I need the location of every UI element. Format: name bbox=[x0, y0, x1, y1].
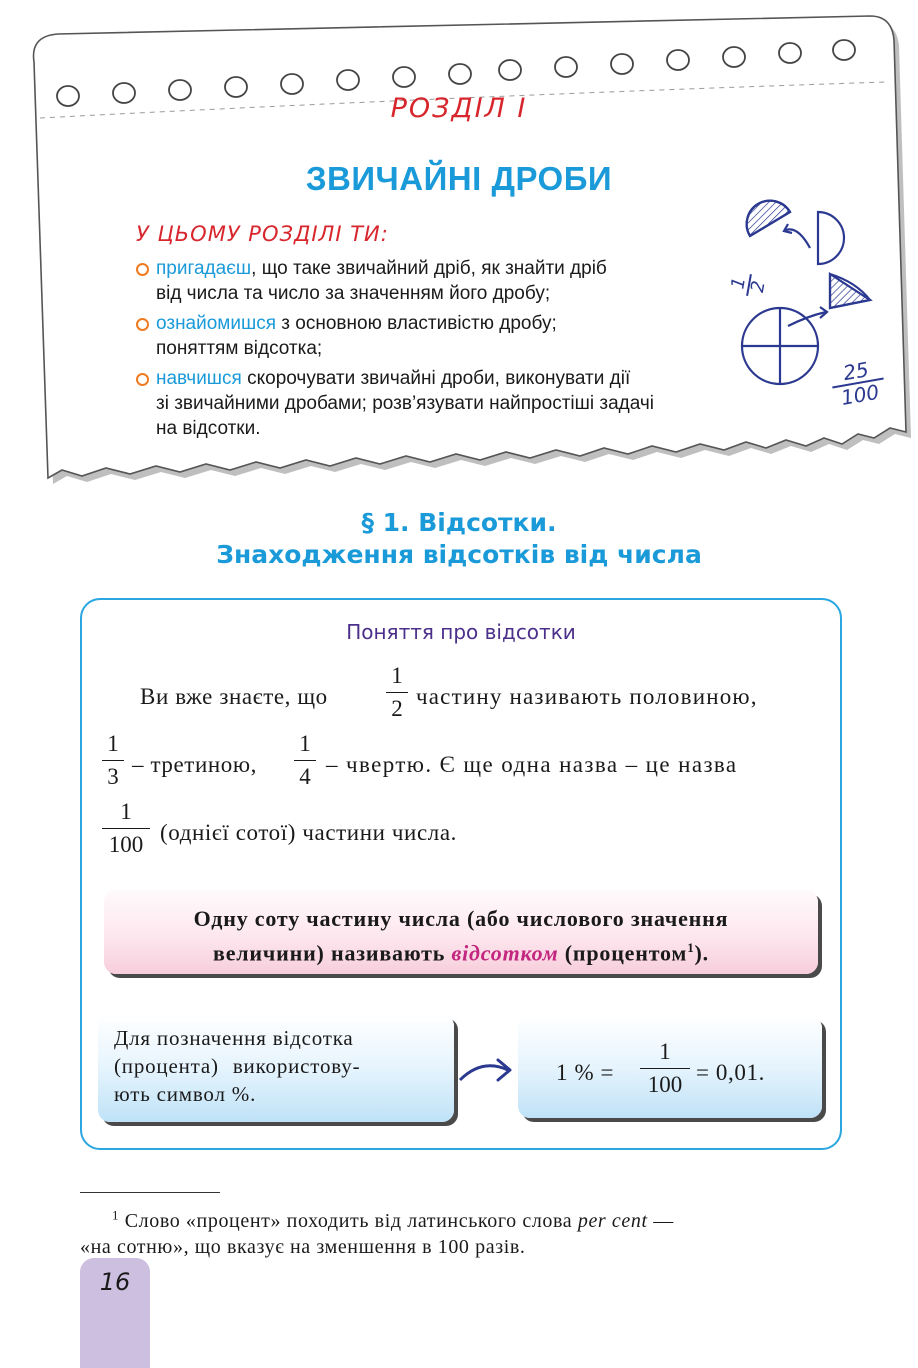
fraction-one-third bbox=[102, 730, 124, 791]
note-text bbox=[114, 1024, 444, 1108]
concept-text-line2a: – третиною, bbox=[132, 752, 257, 777]
footnote-line2: «на сотню», що вказує на зменшення в 100 разів. bbox=[80, 1235, 526, 1258]
fraction-one-quarter bbox=[294, 730, 316, 791]
footnote-divider bbox=[80, 1192, 220, 1193]
chapter-notebook-sheet bbox=[0, 0, 918, 500]
percent-symbol-note-box bbox=[98, 1014, 454, 1122]
footnote bbox=[80, 1202, 842, 1260]
definition-line1: Одну соту частину числа (або числового значення bbox=[193, 906, 729, 931]
definition-text bbox=[104, 904, 818, 967]
footnote-mark: 1 bbox=[112, 1207, 120, 1222]
goal-text: зі звичайними дробами; розв’язувати найпростіші задачі bbox=[156, 393, 654, 414]
fraction-bar bbox=[102, 828, 150, 829]
fraction-bar bbox=[386, 692, 408, 693]
goal-text: з основною властивістю дробу; bbox=[276, 313, 557, 334]
formula-right: = 0,01. bbox=[696, 1060, 765, 1085]
fraction-denominator: 3 bbox=[107, 764, 119, 789]
fraction-denominator: 100 bbox=[108, 832, 144, 857]
doodle-fraction-25-100 bbox=[828, 356, 887, 410]
fraction-bar bbox=[294, 760, 316, 761]
goal-item-learn-skills bbox=[136, 366, 746, 441]
fraction-numerator: 1 bbox=[120, 799, 132, 824]
footnote-latin-phrase: per cent bbox=[577, 1209, 648, 1232]
footnote-text-b: — bbox=[647, 1209, 674, 1232]
note-line2: (процента) використову- bbox=[114, 1054, 361, 1078]
fraction-numerator: 1 bbox=[107, 731, 119, 756]
definition-line2c: ). bbox=[694, 940, 709, 966]
definition-term: відсотком bbox=[451, 940, 559, 966]
fraction-bar bbox=[640, 1068, 690, 1069]
note-line3: ють символ %. bbox=[114, 1082, 257, 1106]
section-heading-line1: § 1. Відсотки. bbox=[361, 508, 557, 537]
chapter-goals-list bbox=[136, 256, 746, 446]
page-number: 16 bbox=[99, 1268, 131, 1296]
footnote-reference: 1 bbox=[687, 940, 695, 955]
formula-fraction bbox=[640, 1038, 690, 1099]
goal-item-recall bbox=[136, 256, 746, 306]
goal-text: , що таке звичайний дріб, як знайти дріб bbox=[251, 258, 607, 279]
concept-box-title: Поняття про відсотки bbox=[346, 620, 576, 644]
fraction-one-half bbox=[386, 662, 408, 723]
goal-keyword: навчишся bbox=[156, 368, 242, 389]
definition-box bbox=[104, 890, 818, 974]
chapter-title: ЗВИЧАЙНІ ДРОБИ bbox=[305, 160, 613, 197]
concept-text-line2b: – чвертю. Є ще одна назва – це назва bbox=[326, 752, 738, 777]
note-line1: Для позначення відсотка bbox=[114, 1026, 354, 1050]
doodle-half-denominator: 2 bbox=[747, 279, 770, 295]
circle-bullet-icon bbox=[136, 263, 149, 276]
goal-text: від числа та число за значенням його дробу; bbox=[156, 283, 551, 304]
chapter-label: РОЗДІЛ І bbox=[390, 93, 528, 124]
fraction-denominator: 2 bbox=[391, 696, 403, 721]
fraction-denominator: 4 bbox=[299, 764, 311, 789]
concept-text-line1b: частину називають половиною, bbox=[416, 684, 758, 709]
goal-text: на відсотки. bbox=[156, 418, 261, 439]
doodle-half-numerator: 1 bbox=[727, 275, 750, 291]
percent-formula-box bbox=[518, 1016, 822, 1118]
section-heading bbox=[0, 507, 918, 571]
page-number-tab bbox=[80, 1258, 150, 1368]
fraction-bar bbox=[102, 760, 124, 761]
chapter-intro-heading: У ЦЬОМУ РОЗДІЛІ ТИ: bbox=[136, 222, 389, 246]
fraction-one-hundredth bbox=[102, 798, 150, 859]
goal-text: поняттям відсотка; bbox=[156, 338, 323, 359]
fraction-numerator: 1 bbox=[659, 1039, 671, 1064]
goal-text: скорочувати звичайні дроби, виконувати дії bbox=[241, 368, 631, 389]
circle-bullet-icon bbox=[136, 373, 149, 386]
definition-line2a: величини) називають bbox=[213, 940, 452, 966]
goal-item-learn-property bbox=[136, 311, 746, 361]
goal-keyword: ознайомишся bbox=[156, 313, 277, 334]
fraction-denominator: 100 bbox=[647, 1072, 683, 1097]
concept-text-line1a: Ви вже знаєте, що bbox=[140, 684, 328, 709]
right-arrow-icon bbox=[456, 1052, 516, 1092]
goal-keyword: пригадаєш bbox=[156, 258, 252, 279]
formula-left: 1 % = bbox=[556, 1060, 615, 1085]
doodle-quarter-denominator: 100 bbox=[839, 379, 881, 410]
definition-line2b: (процентом bbox=[558, 940, 688, 966]
circle-bullet-icon bbox=[136, 318, 149, 331]
concept-text-line3: (однієї сотої) частини числа. bbox=[160, 820, 457, 845]
fraction-numerator: 1 bbox=[299, 731, 311, 756]
doodle-quarter-numerator: 25 bbox=[841, 357, 871, 386]
fraction-numerator: 1 bbox=[391, 663, 403, 688]
footnote-text-a: Слово «процент» походить від латинського слова bbox=[119, 1209, 578, 1232]
section-heading-line2: Знаходження відсотків від числа bbox=[216, 540, 702, 569]
